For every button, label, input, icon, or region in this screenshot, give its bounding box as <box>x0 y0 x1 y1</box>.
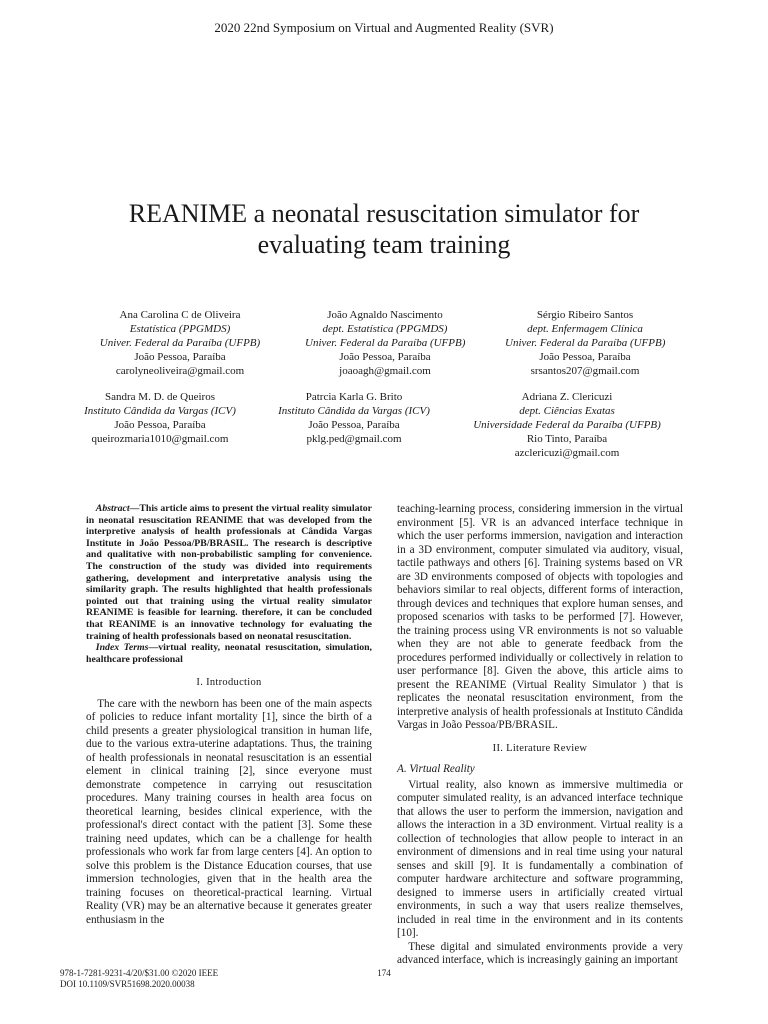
author-affiliation: Instituto Cândida da Vargas (ICV) <box>278 405 430 417</box>
left-column <box>86 503 372 927</box>
author-city: João Pessoa, Paraíba <box>114 419 206 431</box>
introduction-paragraph-continued: teaching-learning process, considering immersion in the virtual environment [5]. VR is an advanced interface technique in which the user performs immersion, navigation and interaction in a 3D environment, computer simulated via auditory, visual, tactile pathways and others [6]. Training systems based on VR are 3D environments composed of objects with topologies and behaviors similar to real objects, different forms of interaction, through devices and techniques that explore human senses, and proposed scenarios with tasks to be performed [7]. However, the training process using VR environments is not so valuable when they are not able to generate feedback from the procedures performed individually or collectively in relation to user performance [8]. Given the above, this article aims to present the REANIME (Virtual Reality Simulator ) that is replicates the neonatal resuscitation environment, from the interpretive analysis of health professionals at Instituto Cândida Vargas in João Pessoa/PB/BRASIL. <box>397 503 683 731</box>
abstract <box>86 503 372 642</box>
author-name: Sandra M. D. de Queiros <box>105 391 215 403</box>
index-terms-text: —virtual reality, neonatal resuscitation, simulation, healthcare professional <box>86 642 372 665</box>
author-city: Rio Tinto, Paraíba <box>526 433 608 445</box>
author-city: João Pessoa, Paraíba <box>339 351 431 363</box>
author-block <box>272 390 436 446</box>
author-affiliation: dept. Estatística (PPGMDS) <box>322 323 448 335</box>
author-block <box>80 390 240 446</box>
section-heading-literature-review: II. Literature Review <box>492 742 588 754</box>
author-affiliation: Universidade Federal da Paraíba (UFPB) <box>473 419 661 431</box>
introduction-paragraph: The care with the newborn has been one of the main aspects of policies to reduce infant mortality [1], since the birth of a child presents a greater physiological transition in human life, due to the various extra-uterine adaptations. Thus, the training of health professionals in neonatal resuscitation is an essential element in clinical training [2], since everyone must demonstrate competence in carrying out resuscitation procedures. Many training courses in health area focus on theoretical learning, besides clinical experience, with the professional's direct contact with the patient [3]. Some these training need updates, which can be a challenge for health professionals who work far from large centers [4]. An option to solve this problem is the Distance Education courses, that use immersion technologies, given that in the health area the training focuses on theoretical-practical learning. Virtual Reality (VR) may be an alternative because it generates greater enthusiasm in the <box>86 697 372 926</box>
author-email: queirozmaria1010@gmail.com <box>91 433 229 445</box>
index-terms-label: Index Terms <box>95 642 149 654</box>
paper-title-line-1: REANIME a neonatal resuscitation simulator for <box>128 199 640 228</box>
author-email: azclericuzi@gmail.com <box>514 447 620 459</box>
paper-title-line-2: evaluating team training <box>257 230 511 259</box>
author-affiliation: Instituto Cândida da Vargas (ICV) <box>84 405 236 417</box>
author-block <box>305 308 465 378</box>
author-city: João Pessoa, Paraíba <box>308 419 400 431</box>
literature-paragraph: These digital and simulated environments provide a very advanced interface, which is increasingly gaining an important <box>397 940 683 966</box>
author-affiliation: Univer. Federal da Paraíba (UFPB) <box>99 337 261 349</box>
author-name: Patrcia Karla G. Brito <box>305 391 403 403</box>
literature-paragraph: Virtual reality, also known as immersive multimedia or computer simulated reality, is an advanced interface technique that allows the user to perform the immersion, navigation and allows the interaction in a 3D environment. Virtual reality is a collection of technologies that allow people to interact in an environment of dimensions and in real time using your natural senses and skill [9]. It is fundamentally a combination of computer hardware architecture and software programming, designed to immerse users in artificially created virtual environments, in such a way that users realize themselves, included in real time in the environment and in its contents [10]. <box>397 778 683 939</box>
author-block <box>505 308 665 378</box>
abstract-text: —This article aims to present the virtual reality simulator in neonatal resuscitation REANIME that was developed from the interpretive analysis of health professionals at Cândida Vargas Institute in João Pessoa/PB/BRASIL. The research is descriptive and qualitative with non-probabilistic sampling for convenience. The construction of the study was divided into requirements gathering, development and interpretative analysis using the similarity graph. The results highlighted that health professionals pointed out that training using the virtual reality simulator REANIME is feasible for learning. therefore, it can be concluded that REANIME is an innovative technology for evaluating the training of health professionals based on neonatal resuscitation. <box>86 503 372 642</box>
author-affiliation: Estatística (PPGMDS) <box>129 323 231 335</box>
author-name: João Agnaldo Nascimento <box>327 309 443 321</box>
author-email: carolyneoliveira@gmail.com <box>115 365 245 377</box>
conference-header: 2020 22nd Symposium on Virtual and Augmented Reality (SVR) <box>214 20 554 35</box>
author-affiliation: dept. Ciências Exatas <box>519 405 615 417</box>
author-affiliation: Univer. Federal da Paraíba (UFPB) <box>305 337 466 349</box>
paper-title <box>0 198 768 260</box>
author-name: Ana Carolina C de Oliveira <box>119 309 241 321</box>
author-affiliation: Univer. Federal da Paraíba (UFPB) <box>505 337 666 349</box>
author-city: João Pessoa, Paraíba <box>134 351 226 363</box>
author-email: joaoagh@gmail.com <box>339 365 431 377</box>
section-heading-introduction: I. Introduction <box>196 677 262 689</box>
page-number: 174 <box>377 968 391 978</box>
abstract-label: Abstract <box>95 503 130 514</box>
right-column <box>397 503 683 968</box>
subsection-heading-virtual-reality: A. Virtual Reality <box>397 763 475 775</box>
author-block <box>460 390 674 460</box>
author-affiliation: dept. Enfermagem Clínica <box>527 323 643 335</box>
author-email: pklg.ped@gmail.com <box>306 433 402 445</box>
author-city: João Pessoa, Paraíba <box>539 351 631 363</box>
index-terms <box>86 642 372 665</box>
footer-doi: DOI 10.1109/SVR51698.2020.00038 <box>60 979 195 989</box>
author-block <box>95 308 265 378</box>
author-name: Sérgio Ribeiro Santos <box>536 309 634 321</box>
author-name: Adriana Z. Clericuzi <box>521 391 613 403</box>
footer-isbn: 978-1-7281-9231-4/20/$31.00 ©2020 IEEE <box>60 968 219 978</box>
author-email: srsantos207@gmail.com <box>530 365 640 377</box>
